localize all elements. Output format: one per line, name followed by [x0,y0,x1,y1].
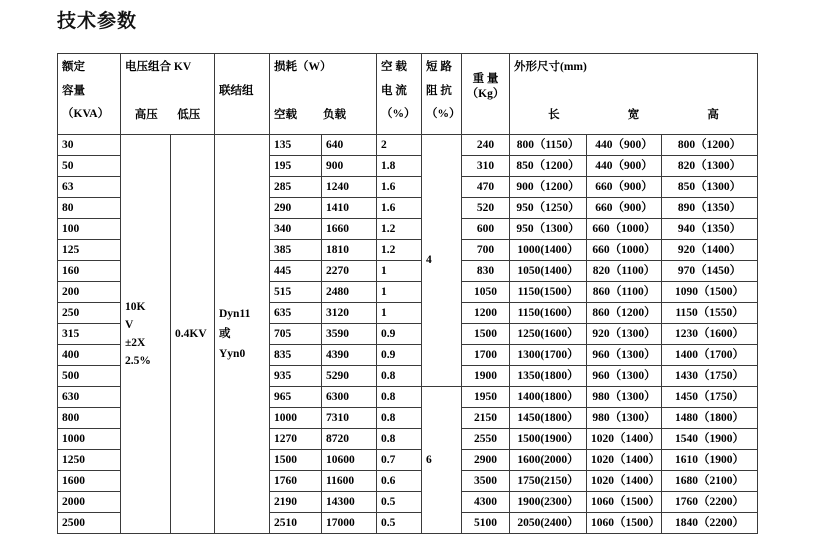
header-voltage-title: 电压组合 KV [125,61,192,73]
cell-no-load-loss: 385 [270,240,322,261]
cell-no-load-loss: 290 [270,198,322,219]
header-impedance-line1: 短 路 [426,61,452,73]
cell-capacity: 630 [58,387,121,408]
cell-dimension-width: 1020（1400） [587,450,662,471]
cell-no-load-loss: 2510 [270,513,322,534]
header-weight-line2: （Kg） [466,88,505,100]
cell-capacity: 315 [58,324,121,345]
header-no-load-current-line3: （%） [381,108,416,120]
cell-dimension-length: 900（1200） [510,177,587,198]
cell-dimension-height: 890（1350） [662,198,758,219]
cell-load-loss: 2270 [322,261,377,282]
header-dimension-width: 宽 [627,109,640,121]
cell-load-loss: 5290 [322,366,377,387]
cell-weight: 1500 [462,324,510,345]
cell-no-load-current: 0.5 [377,492,422,513]
cell-capacity: 80 [58,198,121,219]
technical-parameters-table [57,53,758,534]
cell-dimension-height: 1680（2100） [662,471,758,492]
cell-weight: 2150 [462,408,510,429]
cell-dimension-height: 820（1300） [662,156,758,177]
cell-load-loss: 2480 [322,282,377,303]
cell-weight: 1700 [462,345,510,366]
cell-capacity: 160 [58,261,121,282]
cell-capacity: 125 [58,240,121,261]
cell-dimension-length: 1500(1900） [510,429,587,450]
cell-weight: 4300 [462,492,510,513]
cell-dimension-length: 1250(1600） [510,324,587,345]
cell-dimension-width: 1020（1400） [587,471,662,492]
header-low-voltage: 低压 [177,109,201,121]
cell-dimension-length: 850（1200） [510,156,587,177]
cell-load-loss: 10600 [322,450,377,471]
cell-dimension-height: 1150（1550） [662,303,758,324]
cell-load-loss: 1240 [322,177,377,198]
cell-dimension-width: 980（1300） [587,408,662,429]
cell-dimension-height: 1450（1750） [662,387,758,408]
cell-no-load-loss: 340 [270,219,322,240]
cell-dimension-height: 800（1200） [662,135,758,156]
cell-dimension-length: 1050(1400） [510,261,587,282]
cell-dimension-height: 1840（2200） [662,513,758,534]
cell-weight: 700 [462,240,510,261]
cell-dimension-width: 1020（1400） [587,429,662,450]
cell-high-voltage [121,135,171,534]
high-voltage-line: ±2X [125,337,146,349]
cell-no-load-current: 1.6 [377,177,422,198]
cell-no-load-loss: 1760 [270,471,322,492]
cell-load-loss: 1410 [322,198,377,219]
cell-weight: 240 [462,135,510,156]
cell-load-loss: 3120 [322,303,377,324]
cell-dimension-length: 1400(1800） [510,387,587,408]
cell-dimension-height: 1090（1500） [662,282,758,303]
header-dimensions-title: 外形尺寸(mm) [514,61,587,73]
cell-dimension-height: 1610（1900） [662,450,758,471]
cell-dimension-length: 1300(1700） [510,345,587,366]
cell-dimension-height: 1400（1700） [662,345,758,366]
cell-capacity: 400 [58,345,121,366]
cell-weight: 3500 [462,471,510,492]
header-no-load-current-line1: 空 载 [381,61,407,73]
header-no-load-current-line2: 电 流 [381,84,407,97]
connection-group-line: 或 [219,328,231,340]
cell-no-load-loss: 935 [270,366,322,387]
header-dimension-length: 长 [548,109,560,121]
cell-capacity: 1000 [58,429,121,450]
cell-dimension-width: 920（1300） [587,324,662,345]
cell-dimension-height: 850（1300） [662,177,758,198]
high-voltage-line: 10K [125,301,146,313]
header-connection-label: 联结组 [219,84,254,97]
cell-dimension-length: 1350(1800） [510,366,587,387]
cell-dimension-width: 860（1100） [587,282,662,303]
cell-no-load-loss: 515 [270,282,322,303]
cell-no-load-current: 0.5 [377,513,422,534]
cell-no-load-loss: 835 [270,345,322,366]
cell-weight: 310 [462,156,510,177]
cell-dimension-height: 1430（1750） [662,366,758,387]
cell-no-load-loss: 705 [270,324,322,345]
cell-weight: 1950 [462,387,510,408]
cell-no-load-current: 0.8 [377,387,422,408]
cell-capacity: 30 [58,135,121,156]
cell-dimension-width: 860（1200） [587,303,662,324]
cell-no-load-current: 1.2 [377,219,422,240]
cell-connection-group [215,135,270,534]
cell-no-load-current: 0.7 [377,450,422,471]
cell-weight: 1200 [462,303,510,324]
cell-load-loss: 8720 [322,429,377,450]
cell-load-loss: 640 [322,135,377,156]
cell-weight: 5100 [462,513,510,534]
cell-load-loss: 11600 [322,471,377,492]
header-dimensions [510,54,758,135]
cell-weight: 520 [462,198,510,219]
cell-capacity: 50 [58,156,121,177]
cell-weight: 1900 [462,366,510,387]
cell-no-load-current: 1 [377,282,422,303]
cell-load-loss: 1660 [322,219,377,240]
table-row [58,135,758,156]
cell-dimension-length: 950（1250） [510,198,587,219]
cell-no-load-loss: 2190 [270,492,322,513]
cell-dimension-length: 1600(2000） [510,450,587,471]
cell-impedance-upper: 4 [422,135,462,387]
cell-load-loss: 3590 [322,324,377,345]
cell-dimension-width: 980（1300） [587,387,662,408]
cell-dimension-width: 660（900） [587,177,662,198]
header-capacity-line1: 额定 [62,61,85,73]
cell-dimension-length: 1150(1500） [510,282,587,303]
header-loss-title: 损耗（W） [274,61,332,73]
cell-no-load-current: 0.6 [377,471,422,492]
cell-low-voltage: 0.4KV [171,135,215,534]
cell-no-load-loss: 1270 [270,429,322,450]
cell-dimension-length: 800（1150） [510,135,587,156]
cell-capacity: 100 [58,219,121,240]
cell-dimension-width: 660（1000） [587,219,662,240]
cell-dimension-width: 660（900） [587,198,662,219]
cell-dimension-length: 1450(1800） [510,408,587,429]
cell-weight: 2900 [462,450,510,471]
cell-no-load-loss: 965 [270,387,322,408]
cell-no-load-loss: 135 [270,135,322,156]
header-capacity-line2: 容量 [62,84,85,97]
high-voltage-line: 2.5% [125,355,151,367]
cell-dimension-width: 1060（1500） [587,492,662,513]
cell-weight: 600 [462,219,510,240]
cell-dimension-width: 960（1300） [587,345,662,366]
connection-group-line: Yyn0 [219,348,246,360]
cell-load-loss: 17000 [322,513,377,534]
cell-weight: 470 [462,177,510,198]
cell-no-load-current: 0.8 [377,366,422,387]
header-capacity [58,54,121,135]
header-loss-load: 负载 [323,109,346,121]
connection-group-line: Dyn11 [219,308,251,320]
cell-dimension-height: 920（1400） [662,240,758,261]
cell-no-load-loss: 635 [270,303,322,324]
cell-dimension-height: 1480（1800） [662,408,758,429]
cell-weight: 1050 [462,282,510,303]
cell-no-load-current: 0.9 [377,324,422,345]
cell-load-loss: 7310 [322,408,377,429]
cell-dimension-width: 440（900） [587,135,662,156]
cell-no-load-current: 1.2 [377,240,422,261]
cell-weight: 2550 [462,429,510,450]
cell-no-load-current: 0.8 [377,429,422,450]
cell-impedance-lower: 6 [422,387,462,534]
cell-dimension-length: 950（1300） [510,219,587,240]
header-loss [270,54,377,135]
cell-no-load-current: 1.6 [377,198,422,219]
header-capacity-line3: （KVA） [62,108,110,120]
cell-weight: 830 [462,261,510,282]
cell-dimension-length: 1750(2150） [510,471,587,492]
cell-capacity: 200 [58,282,121,303]
cell-load-loss: 900 [322,156,377,177]
cell-dimension-width: 1060（1500） [587,513,662,534]
cell-load-loss: 4390 [322,345,377,366]
cell-dimension-length: 1000(1400） [510,240,587,261]
cell-no-load-loss: 1500 [270,450,322,471]
cell-load-loss: 6300 [322,387,377,408]
cell-dimension-length: 1900(2300） [510,492,587,513]
table-body [58,135,758,534]
cell-load-loss: 14300 [322,492,377,513]
cell-dimension-height: 1760（2200） [662,492,758,513]
cell-no-load-loss: 1000 [270,408,322,429]
cell-capacity: 1600 [58,471,121,492]
table-header [58,54,758,135]
cell-dimension-length: 2050(2400） [510,513,587,534]
header-weight [462,54,510,135]
header-high-voltage: 高压 [134,109,158,121]
cell-dimension-width: 440（900） [587,156,662,177]
cell-no-load-current: 1 [377,261,422,282]
cell-load-loss: 1810 [322,240,377,261]
cell-capacity: 250 [58,303,121,324]
cell-capacity: 500 [58,366,121,387]
cell-dimension-width: 960（1300） [587,366,662,387]
cell-no-load-current: 0.9 [377,345,422,366]
header-row [58,54,758,135]
header-connection-group [215,54,270,135]
header-impedance-line3: （%） [426,108,461,120]
cell-dimension-height: 1540（1900） [662,429,758,450]
header-loss-no-load: 空载 [274,109,297,121]
cell-no-load-loss: 285 [270,177,322,198]
page-title: 技术参数 [57,10,138,32]
header-voltage-group [121,54,215,135]
cell-dimension-length: 1150(1600） [510,303,587,324]
cell-no-load-current: 2 [377,135,422,156]
header-weight-line1: 重 量 [472,73,499,85]
cell-capacity: 2000 [58,492,121,513]
cell-dimension-height: 1230（1600） [662,324,758,345]
cell-dimension-width: 660（1000） [587,240,662,261]
cell-no-load-current: 0.8 [377,408,422,429]
cell-dimension-height: 970（1450） [662,261,758,282]
high-voltage-line: V [125,319,134,331]
header-impedance-line2: 阻 抗 [426,84,452,97]
cell-no-load-loss: 195 [270,156,322,177]
header-short-circuit-impedance [422,54,462,135]
cell-capacity: 1250 [58,450,121,471]
cell-no-load-current: 1.8 [377,156,422,177]
cell-capacity: 2500 [58,513,121,534]
cell-no-load-loss: 445 [270,261,322,282]
cell-no-load-current: 1 [377,303,422,324]
cell-dimension-width: 820（1100） [587,261,662,282]
cell-capacity: 63 [58,177,121,198]
cell-dimension-height: 940（1350） [662,219,758,240]
header-dimension-height: 高 [707,109,719,121]
cell-capacity: 800 [58,408,121,429]
header-no-load-current [377,54,422,135]
